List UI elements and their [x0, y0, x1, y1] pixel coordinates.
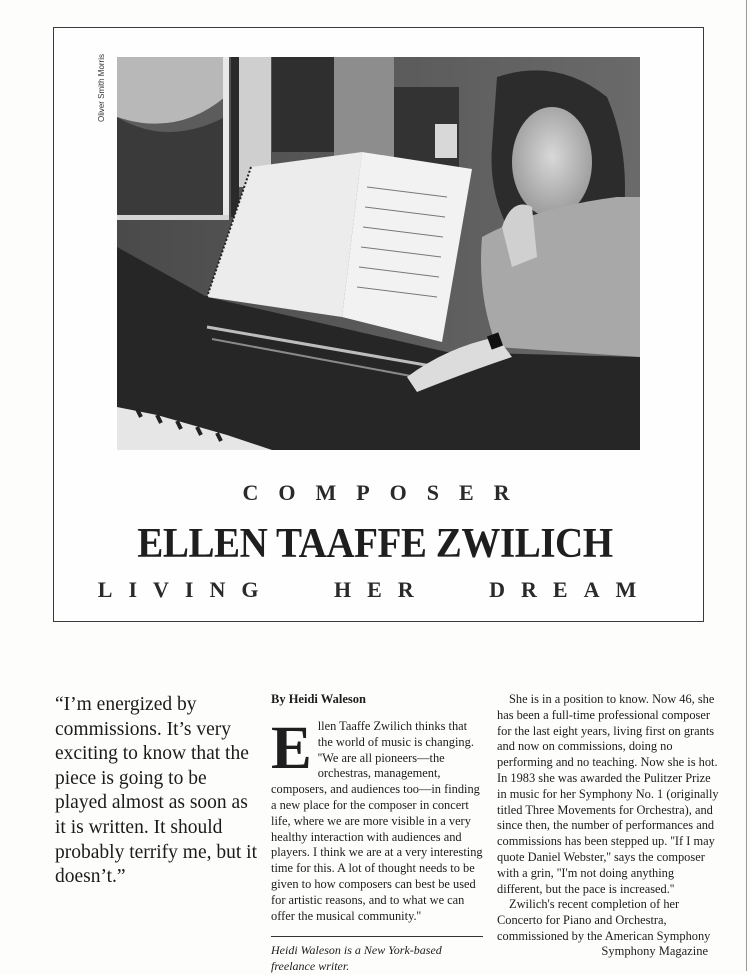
article-paragraph-3: Zwilich's recent completion of her Concerto for Piano and Orchestra, commissioned by the American Symphony: [497, 897, 711, 943]
article-column-2: [497, 692, 719, 945]
drop-cap: E: [271, 715, 312, 782]
headline-deck: LIVING HER DREAM: [97, 577, 653, 602]
paragraph-1-text: llen Taaffe Zwilich thinks that the world of music is changing. ''We are all pioneers—the orchestras, management, composers, and audiences too—in finding a new place for the composer in concert life, where we are more visible in a very healthy interaction with audiences and players. I think we are at a very interesting time for this. A lot of thought needs to be given to how composers can best be used for artistic reasons, and to what we can offer the musical community.'': [271, 719, 483, 923]
pull-quote: “I’m energized by commissions. It’s very exciting to know that the piece is going to be played almost as soon as it is written. It should probably terrify me, but it doesn’t.”: [55, 694, 257, 888]
article-paragraph-2: She is in a position to know. Now 46, she has been a full-time professional composer for the last eight years, living first on grants and now on commissions, doing no performing and no teaching. Now she is hot. In 1983 she was awarded the Pulitzer Prize in music for her Symphony No. 1 (originally titled Three Movements for Orchestra), and since then, the number of performances and commissions has been stepped up. ''If I may quote Daniel Webster,'' says the composer with a grin, ''I'm not doing anything different, but the pace is increased.'': [497, 692, 719, 896]
article-paragraph-1: [271, 715, 483, 924]
headline-kicker: COMPOSER: [242, 480, 530, 505]
author-bio: Heidi Waleson is a New York-based freelance writer.: [271, 943, 442, 973]
photo-credit: Oliver Smith Morris: [97, 53, 106, 122]
headline-title: ELLEN TAAFFE ZWILICH: [137, 521, 613, 567]
article-column-1: [271, 692, 483, 974]
byline: By Heidi Waleson: [271, 692, 366, 706]
bio-divider: [271, 936, 483, 937]
feature-photo: [117, 57, 640, 450]
publication-footer: Symphony Magazine: [601, 944, 708, 958]
photo-illustration: [117, 57, 640, 450]
